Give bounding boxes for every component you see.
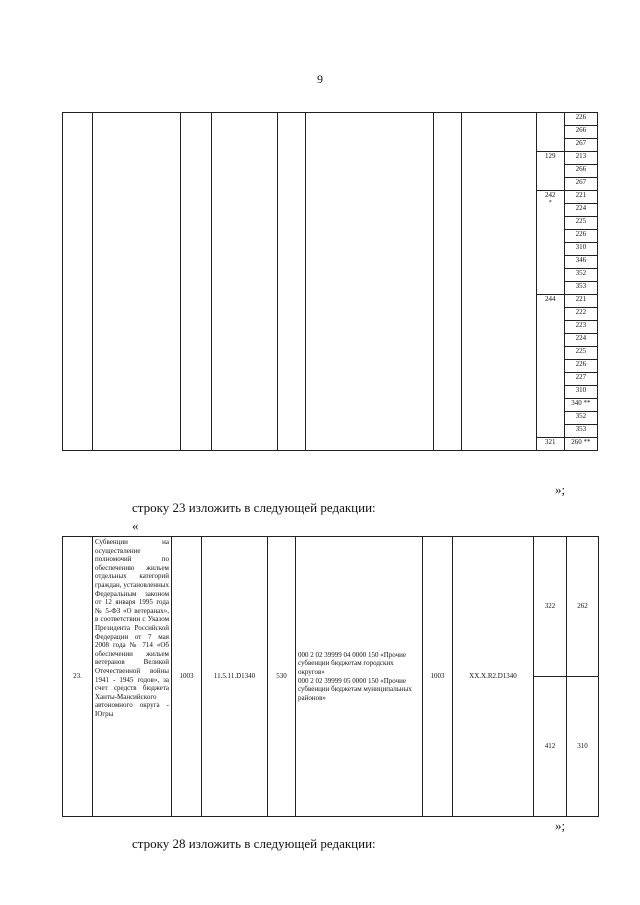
empty-column-cell [462, 113, 536, 451]
empty-column-cell [434, 113, 462, 451]
income-text-2: 000 2 02 39999 05 0000 150 «Прочие субвенции бюджетам муниципальных районов» [298, 676, 412, 702]
code-2: 11.5.11.D1340 [202, 537, 268, 817]
empty-column-cell [211, 113, 277, 451]
group-code-cell [536, 113, 564, 152]
code-4: 1003 [423, 537, 453, 817]
group-code-cell [536, 295, 564, 438]
article-code: 224 [564, 334, 597, 347]
table-row [63, 113, 598, 126]
article-code: 226 [564, 230, 597, 243]
group-code: 244 [545, 295, 556, 303]
article-code: 352 [564, 412, 597, 425]
empty-column-cell [63, 113, 93, 451]
row-23-table [62, 536, 599, 817]
instruction-line-23: строку 23 изложить в следующей редакции: [132, 500, 376, 515]
empty-column-cell [93, 113, 181, 451]
article-code: 224 [564, 204, 597, 217]
article-code: 260 ** [564, 438, 597, 451]
article-code: 267 [564, 139, 597, 152]
empty-column-cell [181, 113, 211, 451]
row-number: 23. [63, 537, 93, 817]
article-code: 352 [564, 269, 597, 282]
article-code: 221 [564, 191, 597, 204]
article-code: 353 [564, 282, 597, 295]
article-code: 340 ** [564, 399, 597, 412]
empty-column-cell [277, 113, 305, 451]
article-code: 353 [564, 425, 597, 438]
article-code: 310 [564, 243, 597, 256]
code-3: 530 [268, 537, 296, 817]
code-5: XX.X.R2.D1340 [453, 537, 534, 817]
group-code-cell [536, 152, 564, 191]
group-code-cell [536, 438, 564, 451]
article-code: 310 [564, 386, 597, 399]
article-code: 227 [564, 373, 597, 386]
group-code: 242 [545, 191, 556, 199]
group-note: * [548, 200, 552, 206]
continuation-table [62, 112, 598, 451]
article-code: 266 [564, 165, 597, 178]
sub2-a: 412 [534, 677, 567, 817]
sub1-a: 322 [534, 537, 567, 677]
quote-open: « [132, 518, 139, 533]
article-code: 266 [564, 126, 597, 139]
group-code: 129 [545, 152, 556, 160]
page-number: 9 [317, 72, 323, 86]
article-code: 221 [564, 295, 597, 308]
quote-close-1: »; [555, 482, 566, 497]
article-code: 222 [564, 308, 597, 321]
quote-close-2: »; [555, 818, 566, 833]
group-code-cell [536, 191, 564, 295]
sub1-b: 262 [567, 537, 599, 677]
article-code: 226 [564, 113, 597, 126]
group-code: 321 [545, 438, 556, 446]
article-code: 225 [564, 217, 597, 230]
empty-column-cell [305, 113, 433, 451]
code-1: 1003 [172, 537, 202, 817]
article-code: 213 [564, 152, 597, 165]
article-code: 223 [564, 321, 597, 334]
article-code: 226 [564, 360, 597, 373]
income-text-1: 000 2 02 39999 04 0000 150 «Прочие субвенции бюджетам городских округов» [298, 650, 406, 676]
row-description: Субвенции на осуществление полномочий по обеспечению жильем отдельных категорий граждан, установленных Федеральным законом от 12 января 1995 года № 5-ФЗ «О ветеранах», в соответствии с Указом Президента Российской Федерации от 7 мая 2008 года № 714 «Об обеспечении жильем ветеранов Великой Отечественной войны 1941 - 1945 годов», за счет средств бюджета Ханты-Мансийского автономного округа - Югры [93, 537, 172, 817]
article-code: 267 [564, 178, 597, 191]
instruction-line-28: строку 28 изложить в следующей редакции: [132, 836, 376, 851]
article-code: 225 [564, 347, 597, 360]
sub2-b: 310 [567, 677, 599, 817]
income-codes [296, 537, 423, 817]
article-code: 346 [564, 256, 597, 269]
